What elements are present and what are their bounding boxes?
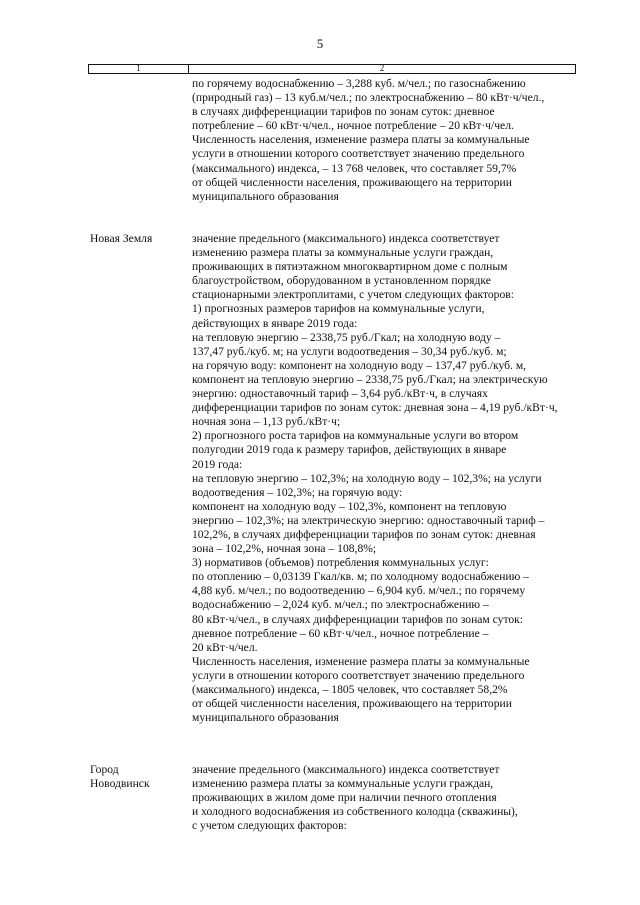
text-line: по горячему водоснабжению – 3,288 куб. м/чел.; по газоснабжению (192, 77, 526, 90)
text-line: муниципального образования (192, 189, 339, 203)
text-line: зона – 102,2%, ночная зона – 108,8%; (192, 542, 377, 556)
text-line: 80 кВт·ч/чел., в случаях дифференциации тарифов по зонам суток: (192, 612, 524, 626)
text-line: в случаях дифференциации тарифов по зонам суток: дневное (192, 105, 495, 119)
text-line: стационарными электроплитами, с учетом следующих факторов: (192, 288, 514, 302)
text-line: Город (90, 763, 119, 776)
text-line: благоустройством, оборудованном в установленном порядке (192, 274, 491, 288)
text-line: дневное потребление – 60 кВт·ч/чел., ночное потребление – (192, 626, 489, 640)
text-line: 102,2%, в случаях дифференциации тарифов по зонам суток: дневная (192, 527, 536, 541)
text-line: и холодного водоснабжения из собственного колодца (скважины), (192, 805, 518, 819)
text-line: изменению размера платы за коммунальные услуги граждан, (192, 777, 494, 791)
text-line: муниципального образования (192, 711, 339, 725)
text-line: Численность населения, изменение размера платы за коммунальные (192, 133, 530, 147)
text-line: дифференциации тарифов по зонам суток: дневная зона – 4,19 руб./кВт·ч, (192, 401, 558, 415)
text-line: энергию – 102,3%; на электрическую энергию: одноставочный тариф – (192, 513, 545, 527)
text-line: ночная зона – 1,13 руб./кВт·ч; (192, 415, 341, 429)
text-line: по отоплению – 0,03139 Гкал/кв. м; по холодному водоснабжению – (192, 570, 529, 584)
text-line: энергию: одноставочный тариф – 3,64 руб./кВт·ч, в случаях (192, 387, 488, 401)
text-line: на горячую воду: компонент на холодную воду – 137,47 руб./куб. м, (192, 358, 527, 372)
municipality-name-novodvinsk (90, 763, 150, 791)
text-line: изменению размера платы за коммунальные услуги граждан, (192, 246, 494, 260)
text-line: значение предельного (максимального) индекса соответствует (192, 232, 500, 245)
text-line: 4,88 куб. м/чел.; по водоотведению – 6,904 куб. м/чел.; по горячему (192, 584, 526, 598)
municipality-name-novaya-zemlya (90, 232, 152, 246)
text-line: (природный газ) – 13 куб.м/чел.; по электроснабжению – 80 кВт·ч/чел., (192, 91, 545, 105)
text-line: 3) нормативов (объемов) потребления коммунальных услуг: (192, 556, 489, 570)
text-line: Новодвинск (90, 777, 150, 791)
text-line: на тепловую энергию – 2338,75 руб./Гкал; на холодную воду – (192, 330, 501, 344)
text-line: от общей численности населения, проживающего на территории (192, 175, 512, 189)
text-line: действующих в январе 2019 года: (192, 316, 358, 330)
text-line: водоснабжению – 2,024 куб. м/чел.; по электроснабжению – (192, 598, 489, 612)
text-line: (максимального) индекса, – 13 768 человек, что составляет 59,7% (192, 161, 517, 175)
text-line: 2019 года: (192, 457, 243, 471)
text-line: 1) прогнозных размеров тарифов на коммунальные услуги, (192, 302, 485, 316)
text-line: водоотведения – 102,3%; на горячую воду: (192, 485, 403, 499)
text-line: проживающих в пятиэтажном многоквартирном доме с полным (192, 260, 508, 274)
text-line: Новая Земля (90, 232, 153, 245)
text-line: значение предельного (максимального) индекса соответствует (192, 763, 500, 776)
text-line: полугодии 2019 года к размеру тарифов, действующих в январе (192, 443, 507, 457)
text-line: 2) прогнозного роста тарифов на коммунальные услуги во втором (192, 429, 519, 443)
text-line: потребление – 60 кВт·ч/чел., ночное потребление – 20 кВт·ч/чел. (192, 119, 514, 133)
page-number: 5 (316, 36, 324, 51)
block-2-description (192, 232, 558, 725)
text-line: проживающих в жилом доме при наличии печного отопления (192, 791, 497, 805)
text-line: (максимального) индекса, – 1805 человек, что составляет 58,2% (192, 683, 508, 696)
column-1-label: 1 (136, 63, 141, 73)
text-line: от общей численности населения, проживающего на территории (192, 697, 512, 711)
text-line: 137,47 руб./куб. м; на услуги водоотведения – 30,34 руб./куб. м; (192, 344, 507, 358)
table-header-row (88, 64, 576, 74)
block-3-description (192, 763, 518, 833)
text-line: услуги в отношении которого соответствует значению предельного (192, 147, 525, 161)
text-line: с учетом следующих факторов: (192, 819, 347, 833)
block-1-description (192, 77, 544, 204)
text-line: компонент на холодную воду – 102,3%, компонент на тепловую (192, 499, 507, 513)
text-line: услуги в отношении которого соответствует значению предельного (192, 668, 525, 682)
column-2-label: 2 (379, 63, 385, 73)
text-line: 20 кВт·ч/чел. (192, 640, 258, 654)
text-line: на тепловую энергию – 102,3%; на холодную воду – 102,3%; на услуги (192, 471, 542, 485)
text-line: Численность населения, изменение размера платы за коммунальные (192, 654, 530, 668)
text-line: компонент на тепловую энергию – 2338,75 руб./Гкал; на электрическую (192, 372, 548, 386)
